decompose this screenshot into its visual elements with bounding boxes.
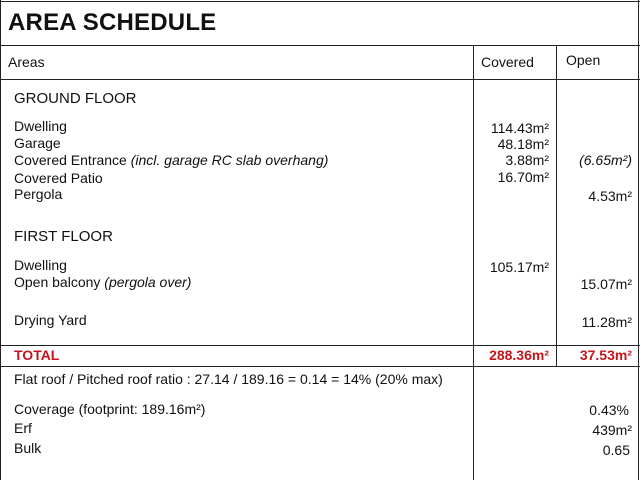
ff-open-balcony-open: 15.07m² bbox=[580, 276, 632, 292]
first-floor-heading: FIRST FLOOR bbox=[14, 228, 113, 245]
gf-garage-covered: 48.18m² bbox=[497, 136, 549, 152]
ff-open-balcony-row bbox=[14, 274, 191, 290]
header-divider bbox=[0, 79, 640, 80]
total-open: 37.53m² bbox=[579, 347, 632, 363]
gf-covered-patio-covered: 16.70m² bbox=[497, 169, 549, 185]
coverage-label: Coverage (footprint: 189.16m²) bbox=[14, 401, 206, 417]
gf-dwelling-covered: 114.43m² bbox=[490, 120, 549, 136]
title-divider bbox=[0, 45, 640, 46]
gf-covered-entrance-note: (incl. garage RC slab overhang) bbox=[130, 152, 329, 168]
ground-floor-heading: GROUND FLOOR bbox=[14, 90, 137, 107]
header-open: Open bbox=[566, 52, 601, 68]
gf-pergola-label: Pergola bbox=[14, 186, 63, 202]
top-border bbox=[0, 1, 640, 2]
bulk-label: Bulk bbox=[14, 440, 42, 456]
bulk-value: 0.65 bbox=[602, 442, 630, 458]
left-border bbox=[0, 0, 1, 480]
erf-label: Erf bbox=[14, 420, 32, 436]
open-column-divider bbox=[556, 45, 557, 367]
total-label: TOTAL bbox=[14, 347, 60, 363]
gf-covered-entrance-row bbox=[14, 152, 328, 168]
roof-ratio-text: Flat roof / Pitched roof ratio : 27.14 / 189.16 = 0.14 = 14% (20% max) bbox=[14, 371, 443, 387]
ff-dwelling-covered: 105.17m² bbox=[489, 259, 549, 275]
total-covered: 288.36m² bbox=[489, 347, 549, 363]
gf-covered-entrance-covered: 3.88m² bbox=[505, 152, 549, 168]
coverage-value: 0.43% bbox=[589, 402, 629, 418]
right-border bbox=[638, 0, 639, 480]
covered-column-divider bbox=[473, 45, 474, 480]
drying-yard-open: 11.28m² bbox=[581, 314, 632, 330]
gf-garage-label: Garage bbox=[14, 135, 61, 151]
ff-open-balcony-label: Open balcony bbox=[14, 274, 101, 290]
gf-covered-entrance-label: Covered Entrance bbox=[14, 152, 127, 168]
total-top-divider bbox=[0, 345, 640, 346]
gf-dwelling-label: Dwelling bbox=[14, 118, 67, 134]
ff-dwelling-label: Dwelling bbox=[14, 257, 67, 273]
gf-pergola-open: 4.53m² bbox=[588, 188, 632, 204]
total-bottom-divider bbox=[0, 366, 640, 367]
gf-covered-patio-label: Covered Patio bbox=[14, 170, 103, 186]
ff-open-balcony-note: (pergola over) bbox=[104, 274, 192, 290]
drying-yard-label: Drying Yard bbox=[14, 312, 87, 328]
header-covered: Covered bbox=[481, 54, 534, 70]
header-areas: Areas bbox=[8, 54, 45, 70]
schedule-title: AREA SCHEDULE bbox=[8, 9, 217, 36]
erf-value: 439m² bbox=[592, 422, 632, 438]
gf-covered-entrance-open: (6.65m²) bbox=[579, 152, 632, 168]
